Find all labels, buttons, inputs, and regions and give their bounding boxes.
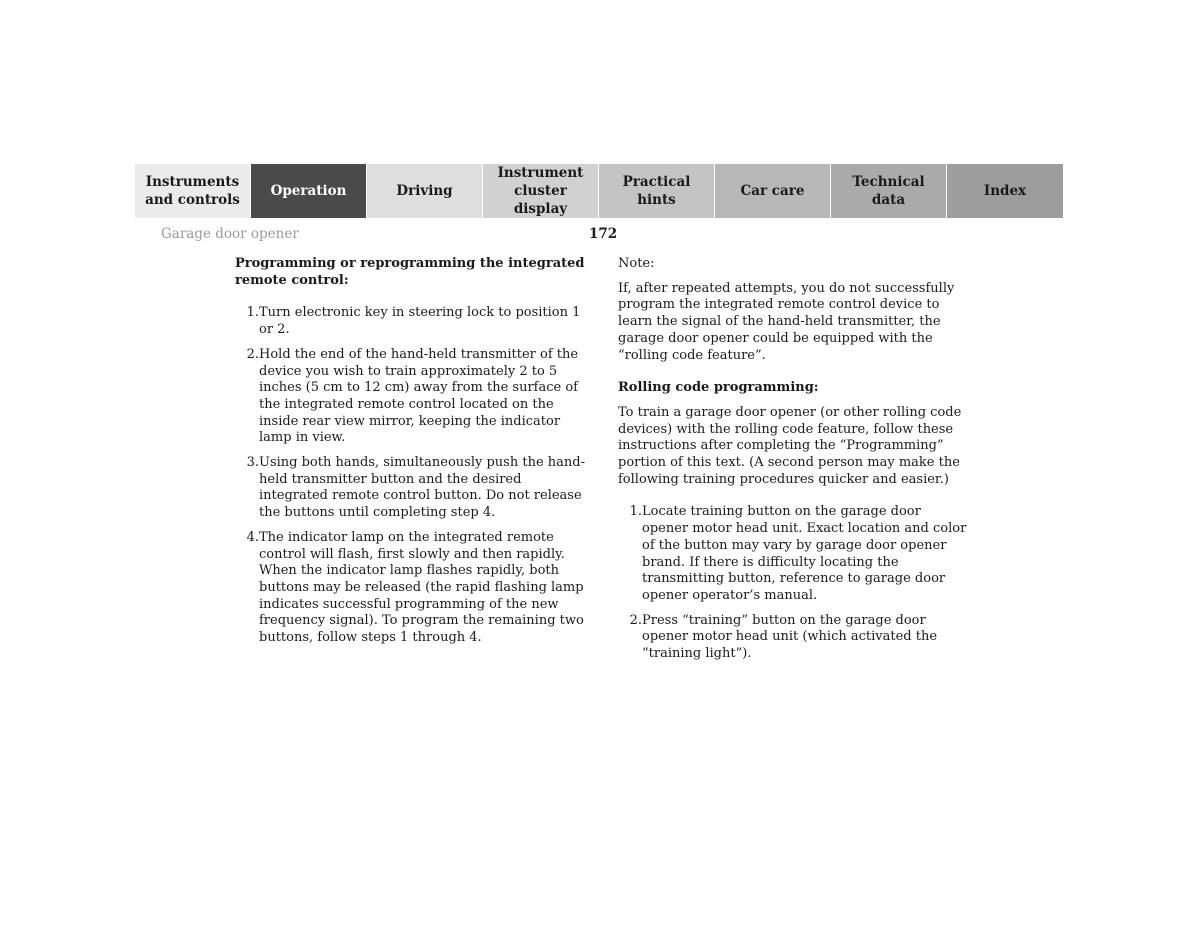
step-text: Hold the end of the hand-held transmitter of the device you wish to train approximately 2 to 5 inches (5 cm to 12 cm) away from the surface of the integrated remote control located on the inside rear view mirror, keeping the indicator lamp in view. — [259, 346, 579, 446]
programming-steps — [235, 305, 587, 646]
right-column — [618, 256, 968, 671]
step-text: The indicator lamp on the integrated remote control will flash, first slowly and then rapidly. When the indicator lamp flashes rapidly, both buttons may be released (the rapid flashing lamp indicates successful programming of the new frequency signal). To program the remaining two buttons, follow steps 1 through 4. — [259, 529, 584, 646]
list-item — [618, 504, 968, 604]
tab-driving[interactable]: Driving — [367, 164, 483, 218]
rolling-code-intro: To train a garage door opener (or other rolling code devices) with the rolling code feature, follow these instructions after completing the “Programming” portion of this text. (A second person may make the following training procedures quicker and easier.) — [618, 404, 962, 487]
left-column — [235, 256, 587, 655]
tab-car-care[interactable]: Car care — [715, 164, 831, 218]
list-item — [235, 530, 587, 647]
list-item — [235, 347, 587, 447]
step-number: 3. — [246, 455, 259, 471]
list-item — [235, 305, 587, 338]
tab-technical-data[interactable]: Technical data — [831, 164, 947, 218]
rolling-code-steps — [618, 504, 968, 662]
list-item — [235, 455, 587, 522]
chapter-tab-bar — [135, 164, 1065, 218]
note-text: If, after repeated attempts, you do not successfully program the integrated remote control device to learn the signal of the hand-held transmitter, the garage door opener could be equipped with the “rolling code feature”. — [618, 280, 955, 363]
step-text: Press “training” button on the garage door opener motor head unit (which activated the “training light”). — [642, 612, 938, 662]
step-text: Locate training button on the garage door opener motor head unit. Exact location and color of the button may vary by garage door opener brand. If there is difficulty locating the transmitting button, reference to garage door opener operator’s manual. — [642, 504, 967, 603]
step-number: 1. — [246, 305, 259, 321]
step-number: 1. — [629, 504, 642, 520]
section-title: Garage door opener — [161, 226, 299, 242]
step-number: 2. — [629, 612, 642, 628]
programming-heading: Programming or reprogramming the integrated remote control: — [235, 256, 585, 288]
step-number: 4. — [246, 529, 259, 545]
tab-index[interactable]: Index — [947, 164, 1063, 218]
note-label: Note: — [618, 256, 655, 271]
tab-instrument-cluster-display[interactable]: Instrument cluster display — [483, 164, 599, 218]
list-item — [618, 613, 968, 663]
page-number: 172 — [589, 226, 618, 242]
tab-practical-hints[interactable]: Practical hints — [599, 164, 715, 218]
tab-operation[interactable]: Operation — [251, 164, 367, 218]
tab-instruments-and-controls[interactable]: Instruments and controls — [135, 164, 251, 218]
step-text: Using both hands, simultaneously push the hand-held transmitter button and the desired integrated remote control button. Do not release the buttons until completing step 4. — [259, 455, 585, 521]
rolling-code-heading: Rolling code programming: — [618, 380, 819, 396]
step-text: Turn electronic key in steering lock to position 1 or 2. — [259, 305, 581, 338]
step-number: 2. — [246, 346, 259, 362]
